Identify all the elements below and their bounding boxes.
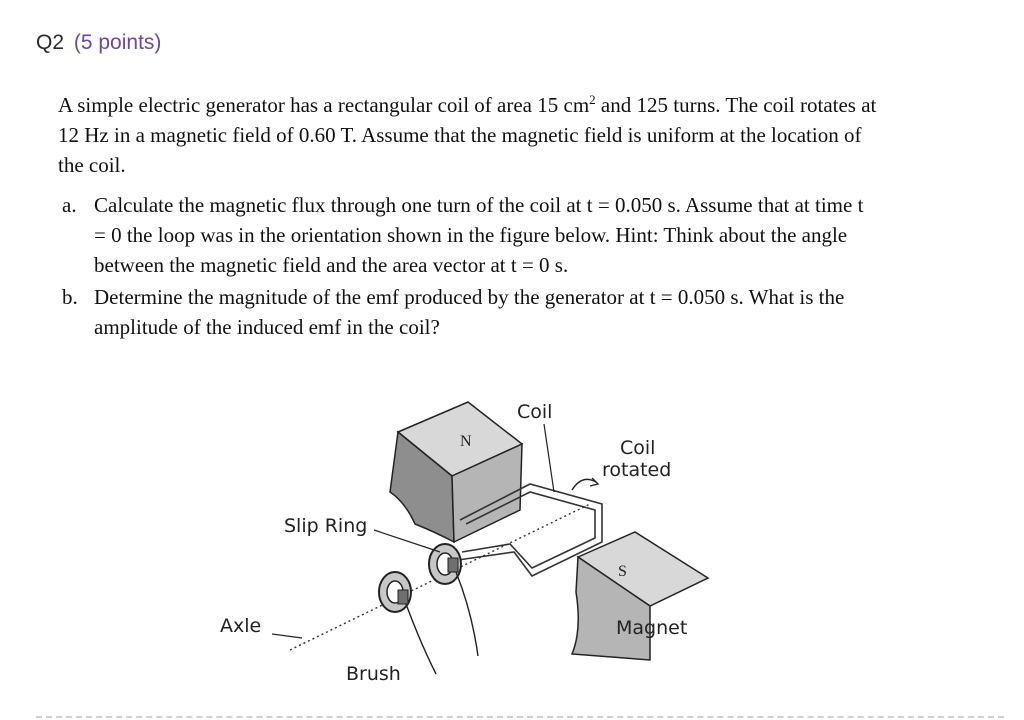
part-b-text: Determine the magnitude of the emf produced by the generator at t = 0.050 s. What is the amplitude of the induced emf in the coil?: [94, 285, 845, 339]
generator-figure: [210, 392, 710, 692]
slip-rings: [379, 544, 461, 612]
statement-part2: and 125 turns. The coil rotates at 12 Hz in a magnetic field of 0.60 T. Assume that the magnetic field is uniform at the location of the coil.: [58, 93, 877, 177]
part-a-label: a.: [62, 193, 77, 217]
rotation-arrow: [572, 479, 596, 490]
south-magnet: [572, 532, 708, 660]
coil-label: Coil: [517, 401, 553, 423]
question-number: Q2: [36, 31, 65, 54]
question-body: [58, 90, 878, 344]
part-b-label: b.: [62, 285, 78, 309]
question-parts: [58, 190, 878, 342]
brush-label: Brush: [346, 663, 401, 685]
area-exponent: 2: [589, 92, 596, 107]
north-magnet: [390, 402, 522, 542]
coil-leader: [544, 424, 554, 492]
question-points: (5 points): [73, 31, 162, 54]
part-a-text: Calculate the magnetic flux through one turn of the coil at t = 0.050 s. Assume that at time t = 0 the loop was in the orientation shown in the figure below. Hint: Think about the angle between the magnetic field and the area vector at t = 0 s.: [94, 193, 864, 277]
axle-label: Axle: [220, 615, 262, 637]
bottom-divider: [36, 716, 1004, 718]
north-pole-label: N: [460, 433, 472, 450]
coil-rotated-label-line2: rotated: [602, 459, 672, 481]
part-a: [58, 190, 878, 280]
slip-ring-label: Slip Ring: [284, 515, 368, 537]
slip-ring-leader: [374, 530, 440, 552]
problem-statement: [58, 90, 878, 180]
magnet-label: Magnet: [616, 617, 688, 639]
part-b: [58, 282, 878, 342]
statement-part1: A simple electric generator has a rectangular coil of area 15 cm: [58, 93, 590, 117]
axle-leader: [272, 634, 302, 638]
question-header: [36, 31, 161, 55]
coil-rotated-label-line1: Coil: [620, 437, 656, 459]
south-pole-label: S: [618, 563, 627, 580]
